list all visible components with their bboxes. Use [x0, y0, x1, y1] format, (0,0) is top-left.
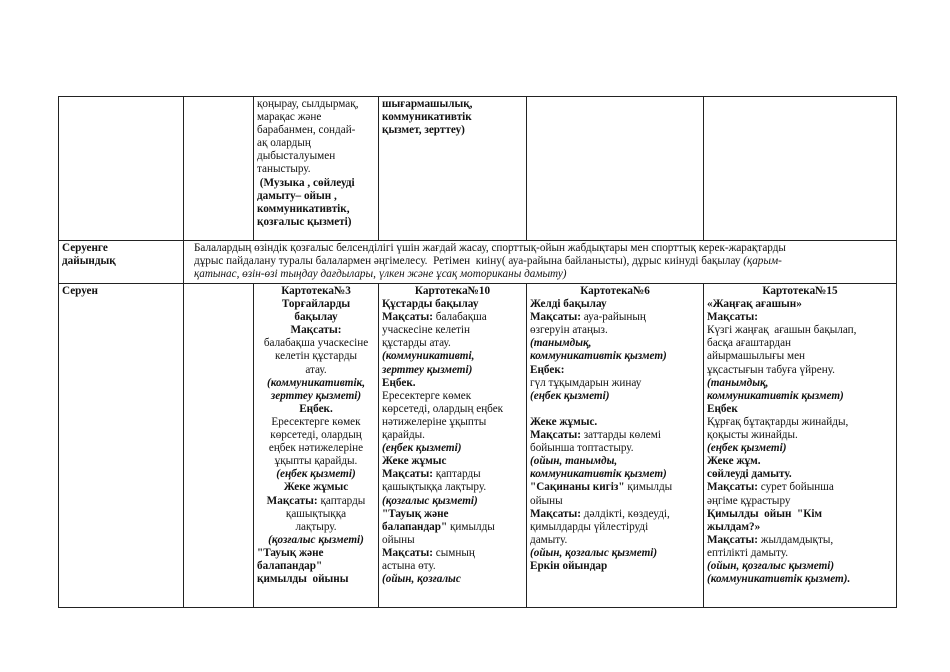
cell-empty-2 — [184, 97, 254, 241]
walk-prep-label: Серуенге дайындық — [59, 241, 184, 284]
cell-creative-activity: шығармашылық, коммуникативтік қызмет, зерттеу) — [379, 97, 527, 241]
schedule-table — [58, 96, 897, 608]
cell-music-activity: қоңырау, сылдырмақ, марақас және барабанмен, сондай- ақ олардың дыбысталуымен таныстыру. (Музыка , сөйлеуді дамыту– ойын , коммуникативтік, қозғалыс қызметі) — [254, 97, 379, 241]
walk-label: Серуен — [59, 284, 184, 608]
cell-empty-6 — [704, 97, 897, 241]
cell-empty-1 — [59, 97, 184, 241]
walk-card-6: Картотека№6 Желді бақылау Мақсаты: ауа-райының өзгеруін атаңыз. (танымдық, коммуникативтік қызмет) Еңбек: гүл тұқымдарын жинау (еңбек қызметі) Жеке жұмыс. Мақсаты: заттарды көлемі бойынша топтастыру. (ойын, танымды, коммуникативтік қызмет) "Сақинаны кигіз" қимылды ойыны Мақсаты: дәлдікті, көздеуді, қимылдарды үйлестіруді дамыту. (ойын, қозғалыс қызметі) Еркін ойындар — [527, 284, 704, 608]
row-walk — [59, 284, 897, 608]
walk-card-3: Картотека№3 Торғайларды бақылау Мақсаты: балабақша учаскесіне келетін құстарды атау. (коммуникативтік, зерттеу қызметі) Еңбек. Ересектерге көмек көрсетеді, олардың еңбек нәтижелеріне ұқыпты қарайды. (еңбек қызметі) Жеке жұмыс Мақсаты: қаптарды қашықтыққа лақтыру. (қозғалыс қызметі) "Тауық және балапандар" қимылды ойыны — [254, 284, 379, 608]
row-activities-continued — [59, 97, 897, 241]
row-walk-preparation — [59, 241, 897, 284]
walk-card-15: Картотека№15 «Жаңғақ ағашын» Мақсаты: Күзгі жаңғақ ағашын бақылап, басқа ағаштардан айырмашылығы мен ұқсастығын табуға үйрену. (танымдық, коммуникативтік қызмет) Еңбек Құрғақ бұтақтарды жинайды, қоқысты жинайды. (еңбек қызметі) Жеке жұм. сөйлеуді дамыту. Мақсаты: сурет бойынша әңгіме құрастыру Қимылды ойын "Кім жылдам?» Мақсаты: жылдамдықты, ептілікті дамыту. (ойын, қозғалыс қызметі) (коммуникативтік қызмет). — [704, 284, 897, 608]
walk-card-10: Картотека№10 Құстарды бақылау Мақсаты: балабақша учаскесіне келетін құстарды атау. (коммуникативті, зерттеу қызметі) Еңбек. Ересектерге көмек көрсетеді, олардың еңбек нәтижелеріне ұқыпты қарайды. (еңбек қызметі) Жеке жұмыс Мақсаты: қаптарды қашықтыққа лақтыру. (қозғалыс қызметі) "Тауық және балапандар" қимылды ойыны Мақсаты: сымның астына өту. (ойын, қозғалыс — [379, 284, 527, 608]
cell-empty-walk — [184, 284, 254, 608]
walk-prep-content: Балалардың өзіндік қозғалыс белсенділігі үшін жағдай жасау, спорттық-ойын жабдықтары мен спорттық керек-жарақтарды дұрыс пайдалану туралы балалармен әңгімелесу. Ретімен киіну( ауа-райына байланысты), дұрыс киінуді бақылау (қарым- қатынас, өзін-өзі тыңдау дағдылары, үлкен және ұсақ моториканы дамыту) — [184, 241, 897, 284]
cell-empty-5 — [527, 97, 704, 241]
